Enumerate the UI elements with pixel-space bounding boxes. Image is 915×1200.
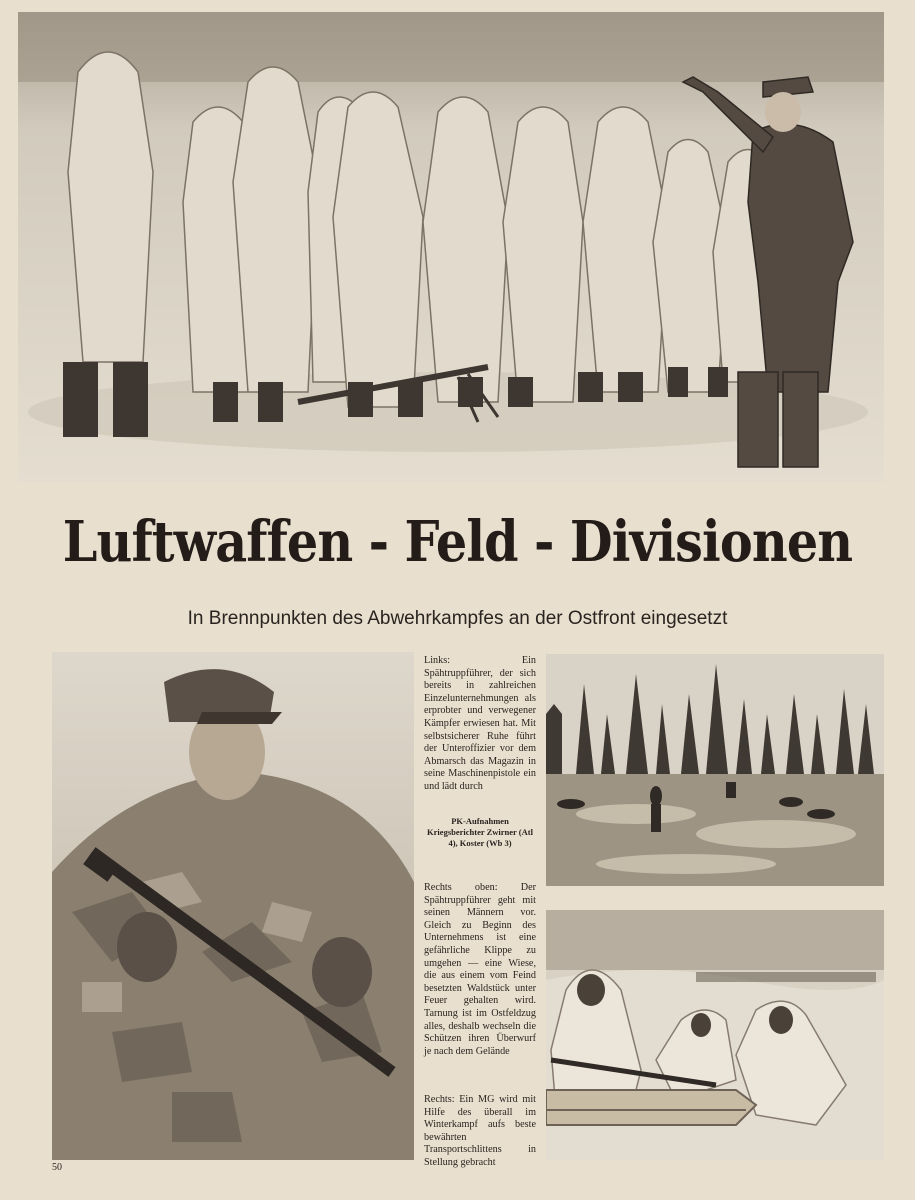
caption-left-photo: Links: Ein Spähtruppführer, der sich bereits in zahlreichen Einzelunternehmungen als erprobter und verwegener Kämpfer erwiesen hat. Mit selbstsicherer Ruhe führt der Unteroffizier vor dem Abmarsch das Magazin in seine Maschinenpistole ein und lädt durch [424,655,536,792]
photo-mg-sled-image [546,910,884,1160]
photo-credit: PK-Aufnahmen Kriegsberichter Zwirner (Atl 4), Koster (Wb 3) [427,816,533,848]
photo-mg-sled [546,910,884,1160]
photo-soldiers-briefing-image [18,12,884,482]
photo-patrol-leader-image [52,652,414,1160]
photo-soldiers-briefing [18,12,884,482]
photo-meadow-advance-image [546,654,884,886]
caption-right-bottom-photo: Rechts: Ein MG wird mit Hilfe des überall im Winterkampf aufs beste bewährten Transportschlittens in Stellung gebracht [424,1094,536,1168]
page-number: 50 [52,1162,62,1173]
photo-patrol-leader [52,652,414,1160]
caption-right-top-photo: Rechts oben: Der Spähtruppführer geht mit seinen Männern vor. Gleich zu Beginn des Unternehmens ist eine gefährliche Klippe zu umgehen — eine Wiese, die aus einem vom Feind besetzten Waldstück unter Feuer gehalten wird. Tarnung ist im Ostfeldzug alles, deshalb wechseln die Schützen ihren Überwurf je nach dem Gelände [424,882,536,1057]
headline: Luftwaffen - Feld - Divisionen [62,509,853,575]
subheadline: In Brennpunkten des Abwehrkampfes an der Ostfront eingesetzt [187,608,728,629]
photo-meadow-advance [546,654,884,886]
